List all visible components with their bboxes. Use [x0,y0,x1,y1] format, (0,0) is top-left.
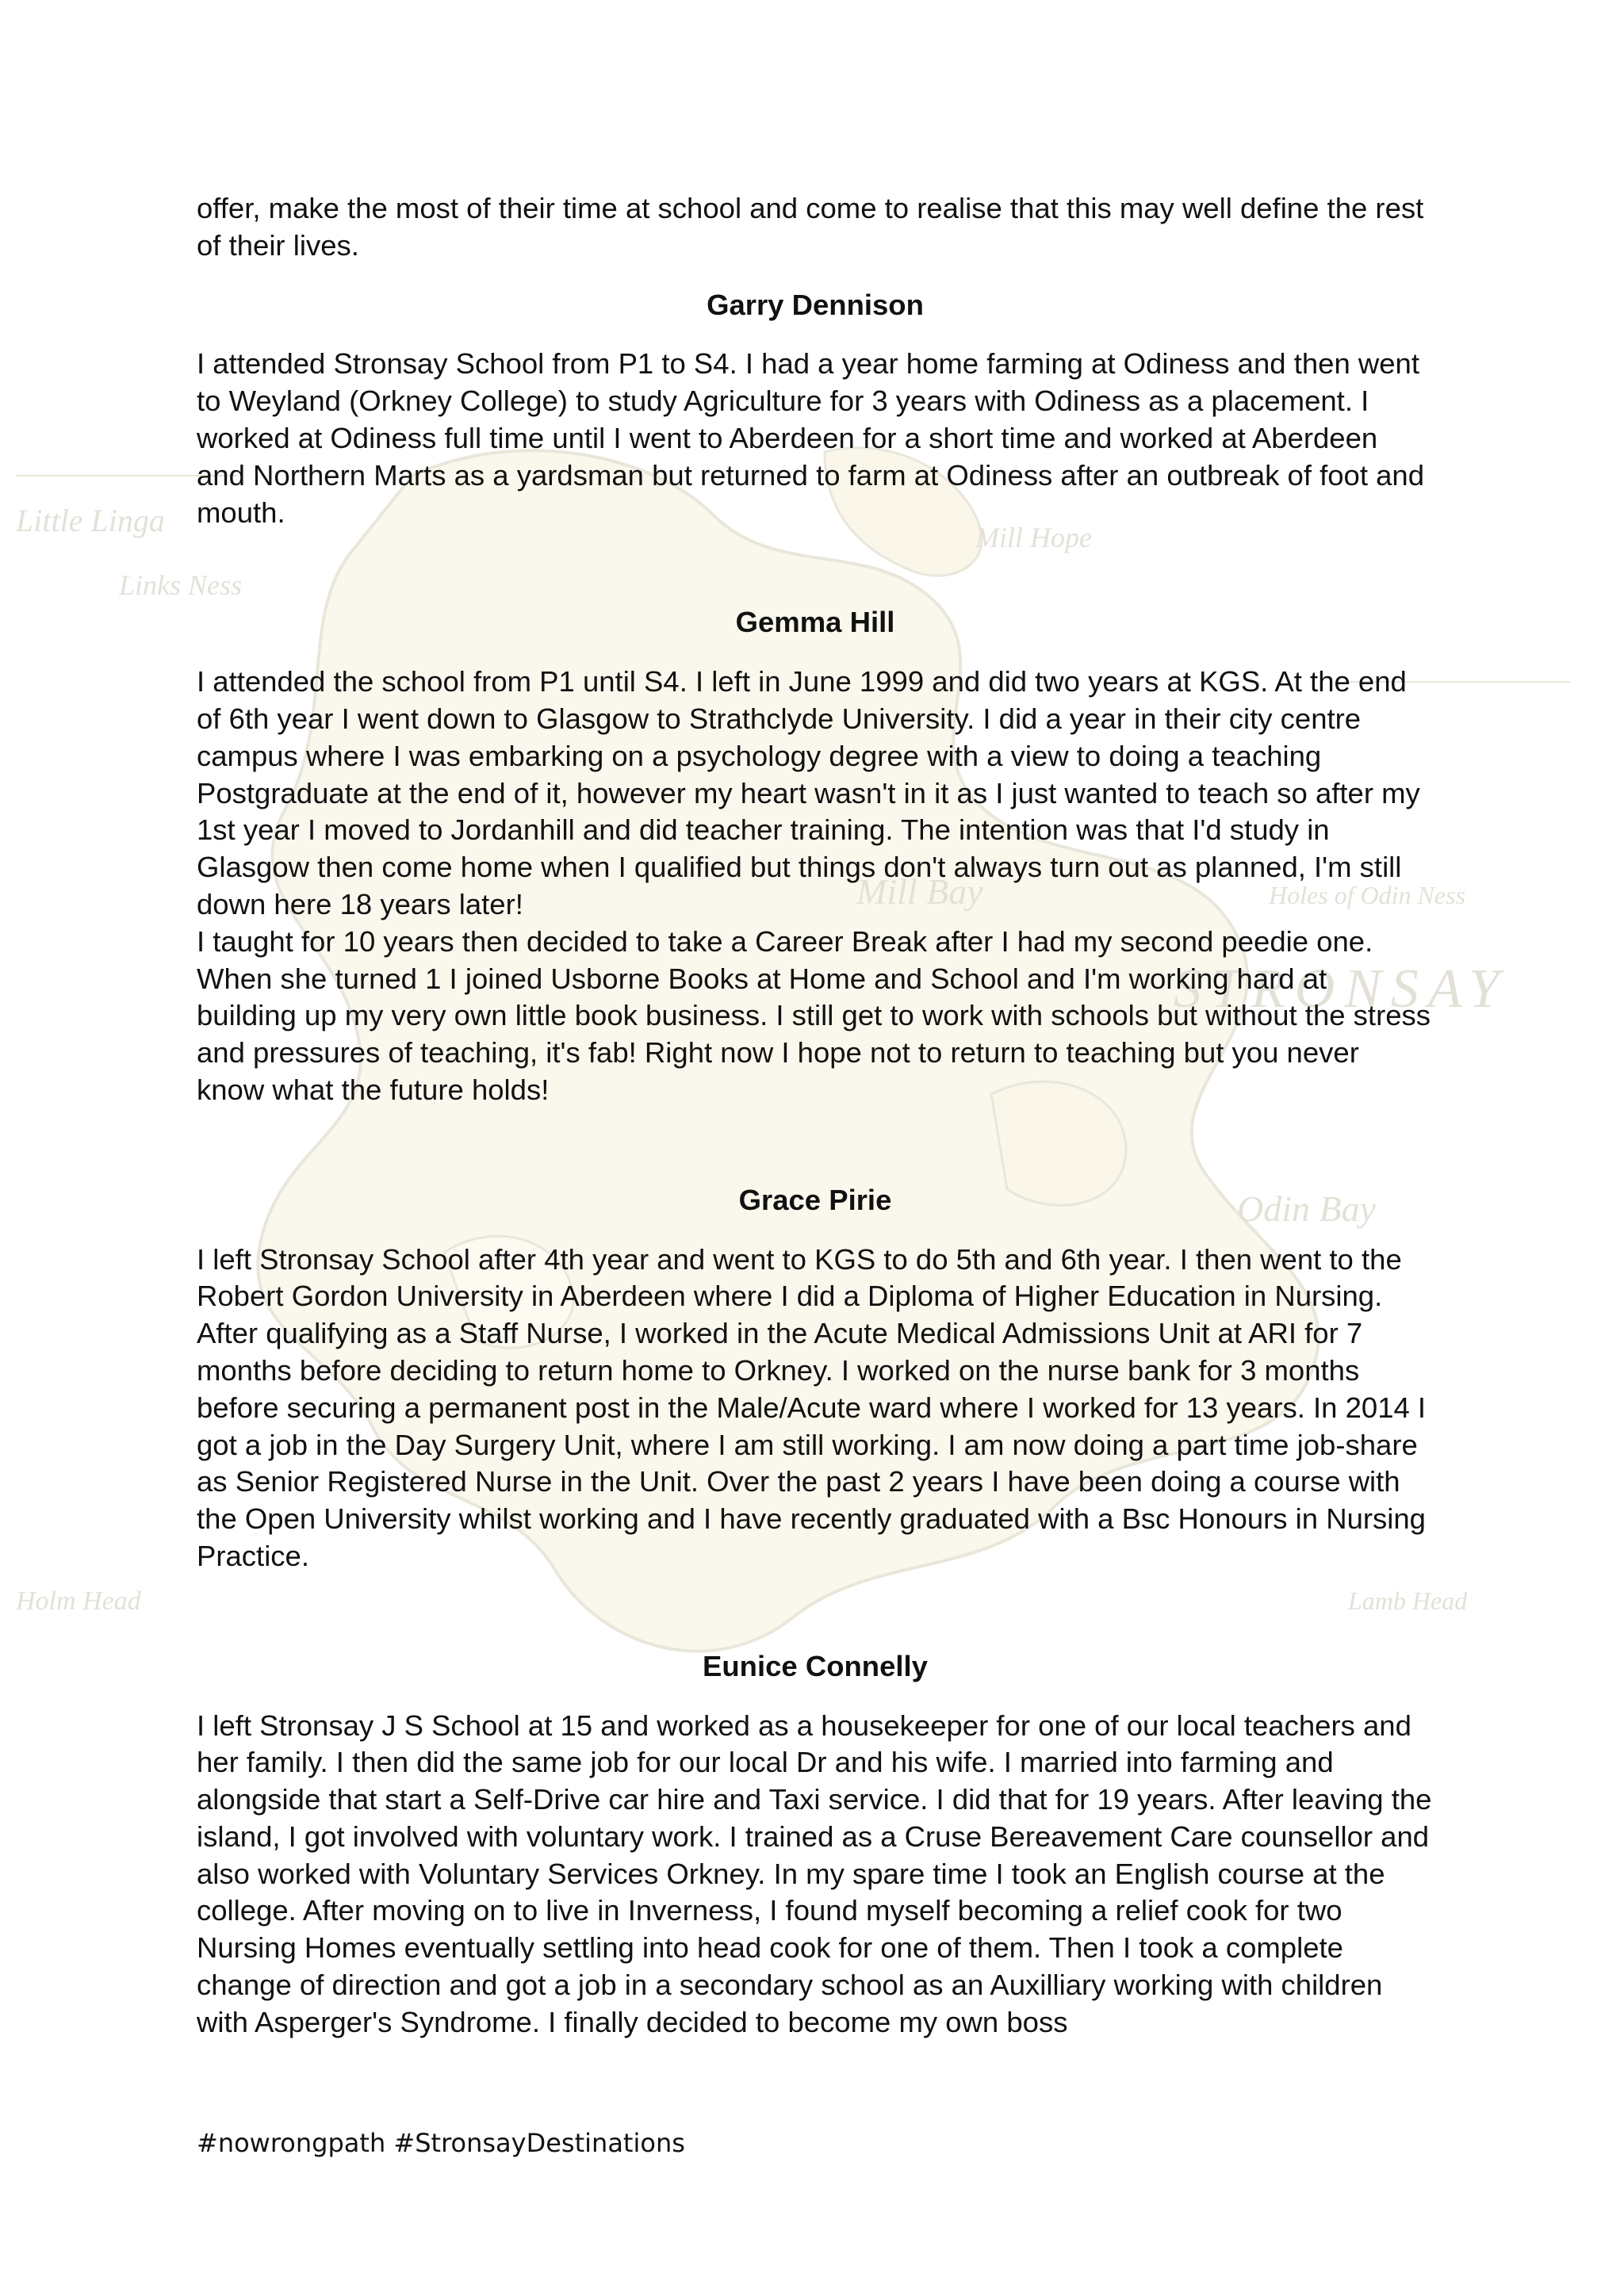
entry-heading-gemma-hill: Gemma Hill [735,606,895,639]
svg-text:Odin Bay: Odin Bay [1237,1188,1377,1229]
entry-paragraph-gemma-hill-1: I attended the school from P1 until S4. I left in June 1999 and did two years at KGS. At the end of 6th year I went down to Glasgow to Strathclyde University. I did a year in their city centre campus where I was embarking on a psychology degree with a view to doing a teaching Postgraduate at the end of it, however my heart wasn't in it as I just wanted to teach so after my 1st year I moved to Jordanhill and did teacher training. The intention was that I'd study in Glasgow then come home when I qualified but things don't always turn out as planned, I'm still down here 18 years later! [197,665,1420,920]
entry-heading-eunice-connelly: Eunice Connelly [703,1649,928,1682]
entry-paragraph-eunice-connelly: I left Stronsay J S School at 15 and worked as a housekeeper for one of our local teachers and her family. I then did the same job for our local Dr and his wife. I married into farming and alongside that start a Self-Drive car hire and Taxi service. I did that for 19 years. After leaving the island, I got involved with voluntary work. I trained as a Cruse Bereavement Care counsellor and also worked with Voluntary Services Orkney. In my spare time I took an English course at the college. After moving on to live in Inverness, I found myself becoming a relief cook for two Nursing Homes eventually settling into head cook for one of them. Then I took a complete change of direction and got a job in a secondary school as an Auxilliary working with children with Asperger's Syndrome. I finally decided to become my own boss [197,1709,1432,2038]
svg-text:Little Linga: Little Linga [16,503,165,538]
svg-text:Mill Bay: Mill Bay [856,871,983,912]
svg-text:Holm Head: Holm Head [16,1586,141,1616]
svg-text:Lamb Head: Lamb Head [1348,1586,1468,1615]
svg-text:Holes of Odin Ness: Holes of Odin Ness [1269,881,1465,909]
svg-text:Mill Hope: Mill Hope [975,522,1092,553]
document-page [197,190,1434,2042]
svg-text:STRONSAY: STRONSAY [1174,959,1509,1020]
footer-hashtags: #nowrongpath #StronsayDestinations [197,2128,685,2158]
entry-paragraph-gemma-hill-2: I taught for 10 years then decided to take a Career Break after I had my second peedie one. When she turned 1 I joined Usborne Books at Home and School and I'm working hard at building up my very own little book business. I still get to work with schools but without the stress and pressures of teaching, it's fab! Right now I hope not to return to teaching but you never know what the future holds! [197,924,1431,1106]
entry-heading-grace-pirie: Grace Pirie [738,1183,892,1216]
entry-heading-garry-dennison: Garry Dennison [707,288,924,321]
svg-text:Links Ness: Links Ness [119,569,243,601]
entry-paragraph-garry-dennison: I attended Stronsay School from P1 to S4. I had a year home farming at Odiness and then went to Weyland (Orkney College) to study Agriculture for 3 years with Odiness as a placement. I worked at Odiness full time until I went to Aberdeen for a short time and worked at Aberdeen and Northern Marts as a yardsman but returned to farm at Odiness after an outbreak of foot and mouth. [197,347,1425,529]
entry-paragraph-grace-pirie: I left Stronsay School after 4th year and went to KGS to do 5th and 6th year. I then went to the Robert Gordon University in Aberdeen where I did a Diploma of Higher Education in Nursing. After qualifying as a Staff Nurse, I worked in the Acute Medical Admissions Unit at ARI for 7 months before deciding to return home to Orkney. I worked on the nurse bank for 3 months before securing a permanent post in the Male/Acute ward where I worked for 13 years. In 2014 I got a job in the Day Surgery Unit, where I am still working. I am now doing a part time job-share as Senior Registered Nurse in the Unit. Over the past 2 years I have been doing a course with the Open University whilst working and I have recently graduated with a Bsc Honours in Nursing Practice. [197,1242,1427,1572]
intro-paragraph: offer, make the most of their time at school and come to realise that this may well define the rest of their lives. [197,192,1424,262]
